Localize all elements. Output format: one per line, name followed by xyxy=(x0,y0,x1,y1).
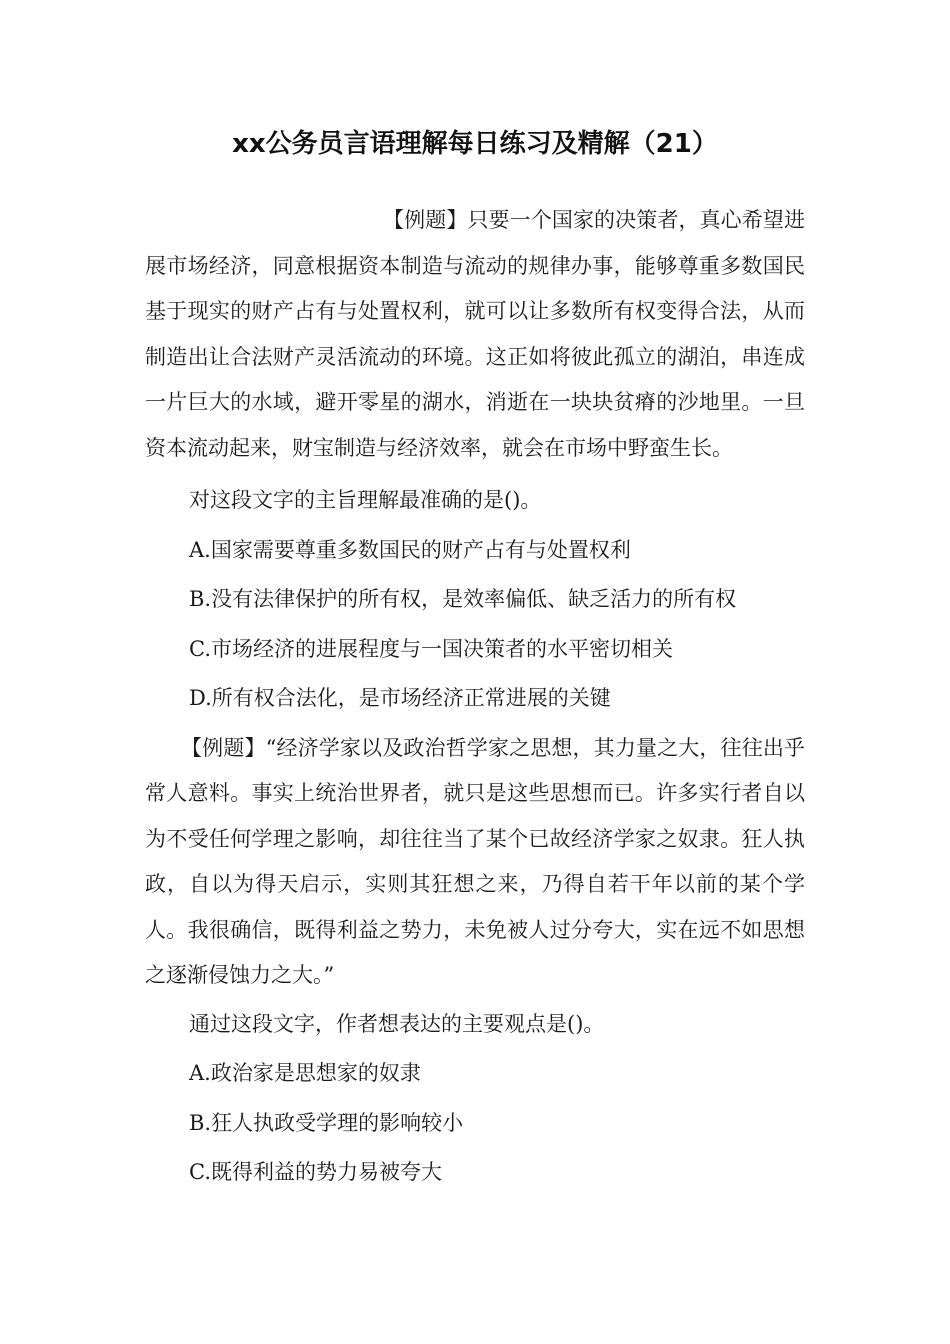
question-2-option-b: B.狂人执政受学理的影响较小 xyxy=(189,1110,464,1135)
question-1-option-a: A.国家需要尊重多数国民的财产占有与处置权利 xyxy=(189,537,631,562)
question-1-option-b: B.没有法律保护的所有权，是效率偏低、缺乏活力的所有权 xyxy=(189,587,737,611)
document-page xyxy=(145,118,805,1200)
question-1-option-c: C.市场经济的进展程度与一国决策者的水平密切相关 xyxy=(189,636,673,661)
question-2-prompt: 通过这段文字，作者想表达的主要观点是()。 xyxy=(189,1011,605,1036)
question-2-option-a: A.政治家是思想家的奴隶 xyxy=(189,1061,421,1085)
question-1-prompt: 对这段文字的主旨理解最准确的是()。 xyxy=(189,488,542,512)
question-1-option-d: D.所有权合法化，是市场经济正常进展的关键 xyxy=(189,686,611,710)
question-1-passage: 【例题】只要一个国家的决策者，真心希望进展市场经济，同意根据资本制造与流动的规律办事，能够尊重多数国民基于现实的财产占有与处置权利，就可以让多数所有权变得合法，从而制造出让合法财产灵活流动的环境。这正如将彼此孤立的湖泊，串连成一片巨大的水域，避开零星的湖水，消逝在一块块贫瘠的沙地里。一旦资本流动起来，财宝制造与经济效率，就会在市场中野蛮生长。 xyxy=(145,208,805,460)
question-2-passage: 【例题】“经济学家以及政治哲学家之思想，其力量之大，往往出乎常人意料。事实上统治世界者，就只是这些思想而已。许多实行者自以为不受任何学理之影响，却往往当了某个已故经济学家之奴隶。狂人执政，自以为得天启示，实则其狂想之来，乃得自若干年以前的某个学人。我很确信，既得利益之势力，未免被人过分夸大，实在远不如思想之逐渐侵蚀力之大。” xyxy=(145,735,805,987)
question-2-option-c: C.既得利益的势力易被夸大 xyxy=(189,1160,442,1184)
document-title: xx公务员言语理解每日练习及精解（21） xyxy=(232,129,718,159)
